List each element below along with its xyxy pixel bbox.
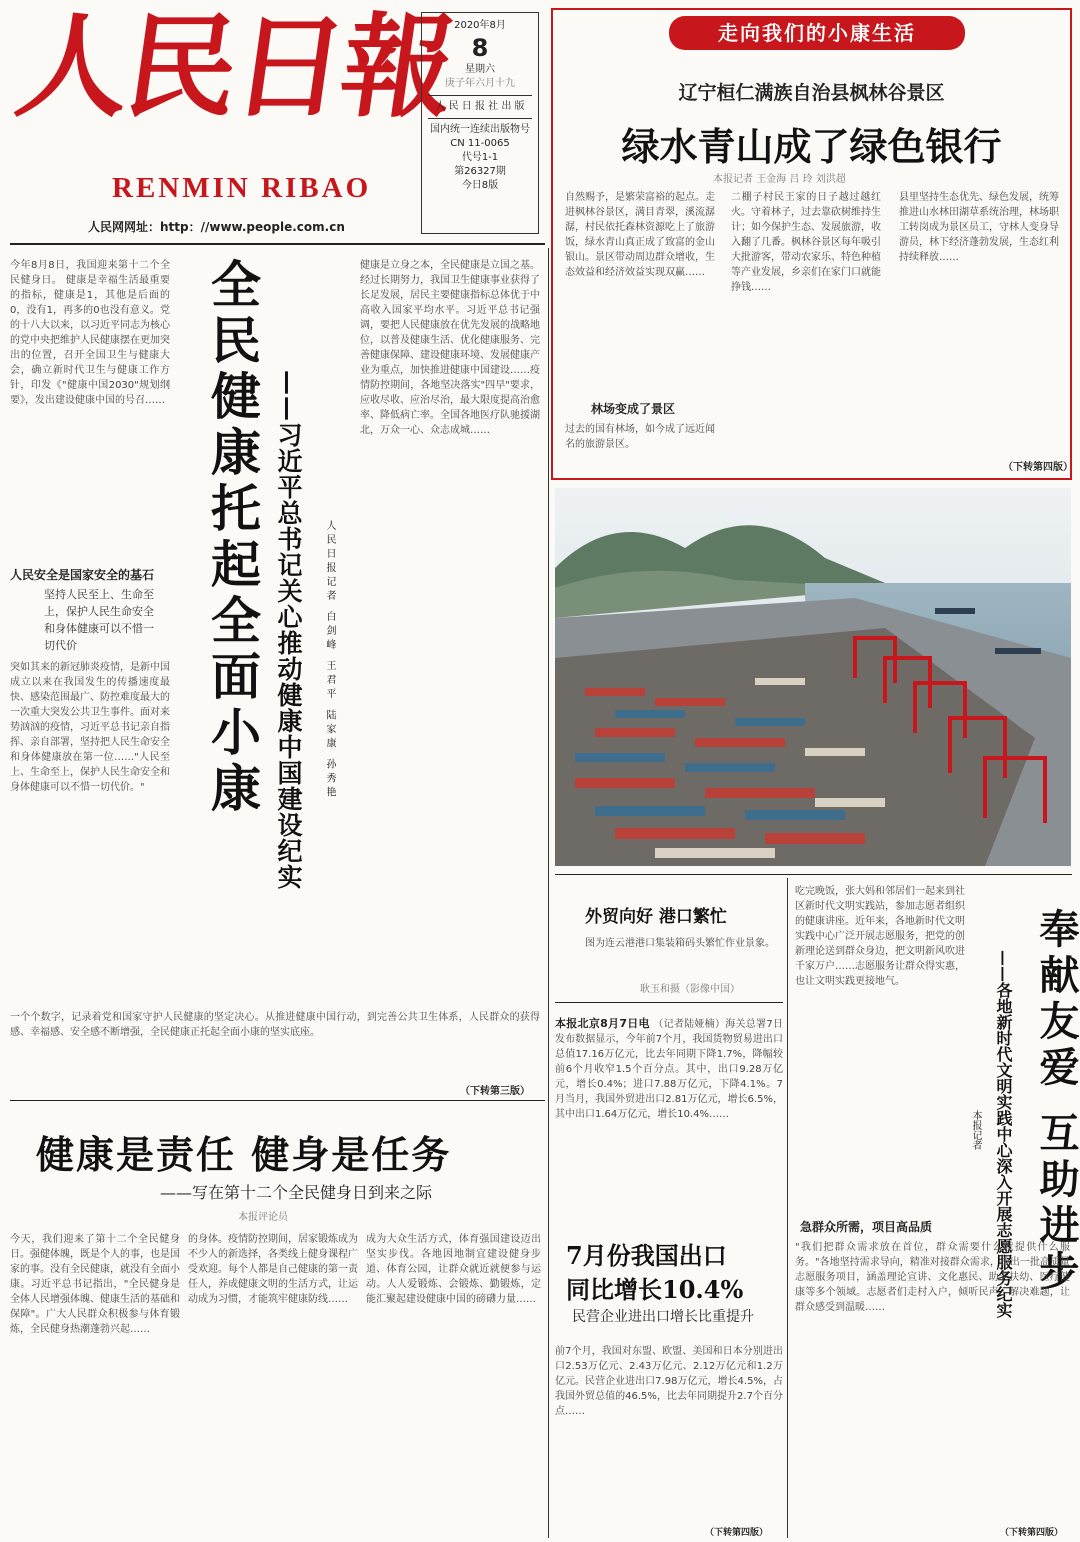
masthead-logo: 人民日報 — [8, 2, 460, 133]
port-photo-illustration — [555, 488, 1071, 866]
lead-subhead: 人民安全是国家安全的基石 — [10, 568, 155, 582]
page-count: 今日8版 — [461, 180, 499, 191]
exports-body: 前7个月，我国对东盟、欧盟、美国和日本分别进出口2.53万亿元、2.43万亿元、2.12万亿元和1.2万亿元。民营企业进出口7.98万亿元，增长4.5%，占我国外贸总值的46.5%，比去年同期提升2.7个百分点…… — [555, 1346, 783, 1417]
date-year-month: 2020年8月 — [454, 20, 506, 31]
feature-banner: 走向我们的小康生活 — [669, 16, 965, 50]
feature-headline: 绿水青山成了绿色银行 — [621, 124, 1002, 169]
trade-credit: 耿玉和摄（影像中国） — [640, 984, 740, 995]
website-url[interactable]: 人民网网址：http：//www.people.com.cn — [88, 220, 345, 234]
exports-headline-1: 7月份我国出口 — [566, 1241, 727, 1270]
issue-number: 第26327期 — [454, 166, 506, 177]
exports-headline-2: 同比增长10.4% — [566, 1275, 744, 1304]
volunteer-byline: 本报记者 — [970, 1110, 981, 1150]
commentary-col-2: 的身体。疫情防控期间，居家锻炼成为不少人的新选择，各类线上健身课程广受欢迎。每个人都是自己健康的第一责任人，养成健康文明的生活方式，让运动成为习惯，才能筑牢健康防线…… — [188, 1234, 358, 1305]
postal-code: 代号1-1 — [461, 152, 499, 163]
feature-col-1: 自然赐予，是繁荣富裕的起点。走进枫林谷景区，满目青翠，溪流潺潺，村民依托森林资源吃上了旅游饭，绿水青山真正成了致富的金山银山。景区带动周边群众增收，生态效益和经济效益实现双赢…… — [565, 192, 715, 278]
lead-intro: 今年8月8日，我国迎来第十二个全民健身日。 健康是幸福生活最重要的指标，健康是1，其他是后面的0，没有1，再多的0也没有意义。党的十八大以来，以习近平同志为核心的党中央把维护人民健康摆在更加突出的位置，召开全国卫生与健康大会，确立新时代卫生与健康工作方针，印发《"健康中国2030"规划纲要》，发出建设健康中国的号召…… — [10, 260, 170, 406]
masthead-pinyin: RENMIN RIBAO — [112, 172, 372, 204]
feature-col-3: 县里坚持生态优先、绿色发展，统筹推进山水林田湖草系统治理，林场职工转岗成为景区员工，守林人变身导游员，林下经济蓬勃发展，生态红利持续释放…… — [899, 192, 1059, 263]
exports-continued: （下转第四版） — [705, 1528, 769, 1538]
lead-bottom: 一个个数字，记录着党和国家守护人民健康的坚定决心。从推进健康中国行动，到完善公共卫生体系，人民群众的获得感、幸福感、安全感不断增强，全民健康正托起全面小康的坚实底座。 — [10, 1012, 540, 1038]
volunteer-headline: 奉献友爱 互助进步 — [1033, 908, 1080, 1296]
date-weekday: 星期六 — [465, 64, 495, 75]
lead-subtitle: ——习近平总书记关心推动健康中国建设纪实 — [274, 370, 303, 890]
feature-byline: 本报记者 王金海 吕 玲 刘洪超 — [713, 174, 846, 185]
feature-subhead: 林场变成了景区 — [591, 402, 676, 416]
volunteer-continued: （下转第四版） — [1000, 1528, 1064, 1538]
commentary-byline: 本报评论员 — [238, 1212, 288, 1223]
feature-box — [551, 8, 1072, 480]
date-box — [421, 12, 539, 234]
feature-col-1b: 过去的国有林场，如今成了远近闻名的旅游景区。 — [565, 424, 715, 450]
commentary-subtitle: ——写在第十二个全民健身日到来之际 — [160, 1183, 433, 1202]
feature-continued: （下转第四版） — [1003, 462, 1073, 473]
volunteer-col-1: 吃完晚饭，张大妈和邻居们一起来到社区新时代文明实践站，参加志愿者组织的健康讲座。近年来，各地新时代文明实践中心广泛开展志愿服务，把党的创新理论送到群众身边，把文明新风吹进千家万户……志愿服务让群众得实惠，也让文明实践更接地气。 — [795, 886, 965, 987]
lead-reporters: 人民日报记者 白剑峰 王君平 陆家康 孙秀艳 — [324, 520, 335, 801]
issn-label: 国内统一连续出版物号 — [430, 124, 530, 135]
commentary-col-3: 成为大众生活方式，体育强国建设迈出坚实步伐。各地因地制宜建设健身步道、体育公园，让群众就近就便参与运动。人人爱锻炼、会锻炼、勤锻炼，定能汇聚起建设健康中国的磅礴力量…… — [366, 1234, 541, 1305]
exports-lead: 本报北京8月7日电 （记者陆娅楠）海关总署7日发布数据显示，今年前7个月，我国货物贸易进出口总值17.16万亿元，比去年同期下降1.7%，降幅较前6个月收窄1.5个百分点。其中，出口9.28万亿元，增长0.4%；进口7.88万亿元，下降4.1%。7月当月，我国外贸进出口2.81万亿元，增长6.5%，其中出口1.64万亿元，增长10.4%…… — [555, 1017, 783, 1120]
date-lunar: 庚子年六月十九 — [445, 78, 515, 89]
lead-intro-text: 今年8月8日，我国迎来第十二个全民健身日。 — [10, 260, 170, 286]
commentary-col-1: 今天，我们迎来了第十二个全民健身日。强健体魄，既是个人的事，也是国家的事。没有全民健康，就没有全面小康。习近平总书记指出，"全民健身是全体人民增强体魄、健康生活的基础和保障"。广大人民群众积极参与体育锻炼，全民健身热潮蓬勃兴起…… — [10, 1234, 180, 1335]
commentary-headline: 健康是责任 健身是任务 — [36, 1132, 452, 1177]
cn-number: CN 11-0065 — [450, 138, 510, 149]
exports-dateline: 本报北京8月7日电 — [555, 1017, 650, 1030]
exports-subhead: 民营企业进出口增长比重提升 — [572, 1309, 754, 1325]
lead-continued: （下转第三版） — [460, 1086, 530, 1097]
date-publisher: 人 民 日 报 社 出 版 — [435, 101, 525, 112]
volunteer-col-2: "我们把群众需求放在首位，群众需要什么就提供什么服务。"各地坚持需求导向，精准对接群众需求，推出一批高质量志愿服务项目，涵盖理论宣讲、文化惠民、助老扶幼、医疗健康等多个领域。志愿者们走村入户，倾听民声、解决难题，让群众感受到温暖…… — [795, 1242, 1070, 1313]
feature-kicker: 辽宁桓仁满族自治县枫林谷景区 — [678, 82, 945, 104]
volunteer-subhead: 急群众所需，项目高品质 — [800, 1220, 933, 1234]
trade-caption: 图为连云港港口集装箱码头繁忙作业景象。 — [585, 938, 775, 949]
date-day: 8 — [471, 34, 489, 62]
lead-col-1: 突如其来的新冠肺炎疫情，是新中国成立以来在我国发生的传播速度最快、感染范围最广、防控难度最大的一次重大突发公共卫生事件。面对来势汹汹的疫情，习近平总书记亲自指挥、亲自部署，坚持把人民生命安全和身体健康放在第一位……"人民至上、生命至上，保护人民生命安全和身体健康可以不惜一切代价。" — [10, 662, 170, 793]
feature-col-2: 二棚子村民王家的日子越过越红火。守着林子，过去靠砍树维持生计；如今保护生态、发展旅游，收入翻了几番。枫林谷景区每年吸引大批游客，带动农家乐、特色种植等产业发展，乡亲们在家门口就能挣钱…… — [731, 192, 881, 293]
lead-col-2: 健康是立身之本，全民健康是立国之基。经过长期努力，我国卫生健康事业获得了长足发展，居民主要健康指标总体优于中高收入国家平均水平。习近平总书记强调，要把人民健康放在优先发展的战略地位，以普及健康生活、优化健康服务、完善健康保障、建设健康环境、发展健康产业为重点，加快推进健康中国建设……疫情防控期间，各地坚决落实"四早"要求，应收尽收、应治尽治，最大限度提高治愈率、降低病亡率。全国各地医疗队驰援湖北，万众一心、众志成城…… — [360, 260, 540, 436]
lead-quote: 坚持人民至上、生命至上，保护人民生命安全和身体健康可以不惜一切代价 — [44, 588, 154, 652]
port-photo — [555, 488, 1071, 866]
trade-headline: 外贸向好 港口繁忙 — [585, 907, 727, 927]
volunteer-subtitle: ——各地新时代文明实践中心深入开展志愿服务纪实 — [994, 950, 1013, 1318]
lead-headline: 全民健康托起全面小康 — [203, 258, 262, 818]
